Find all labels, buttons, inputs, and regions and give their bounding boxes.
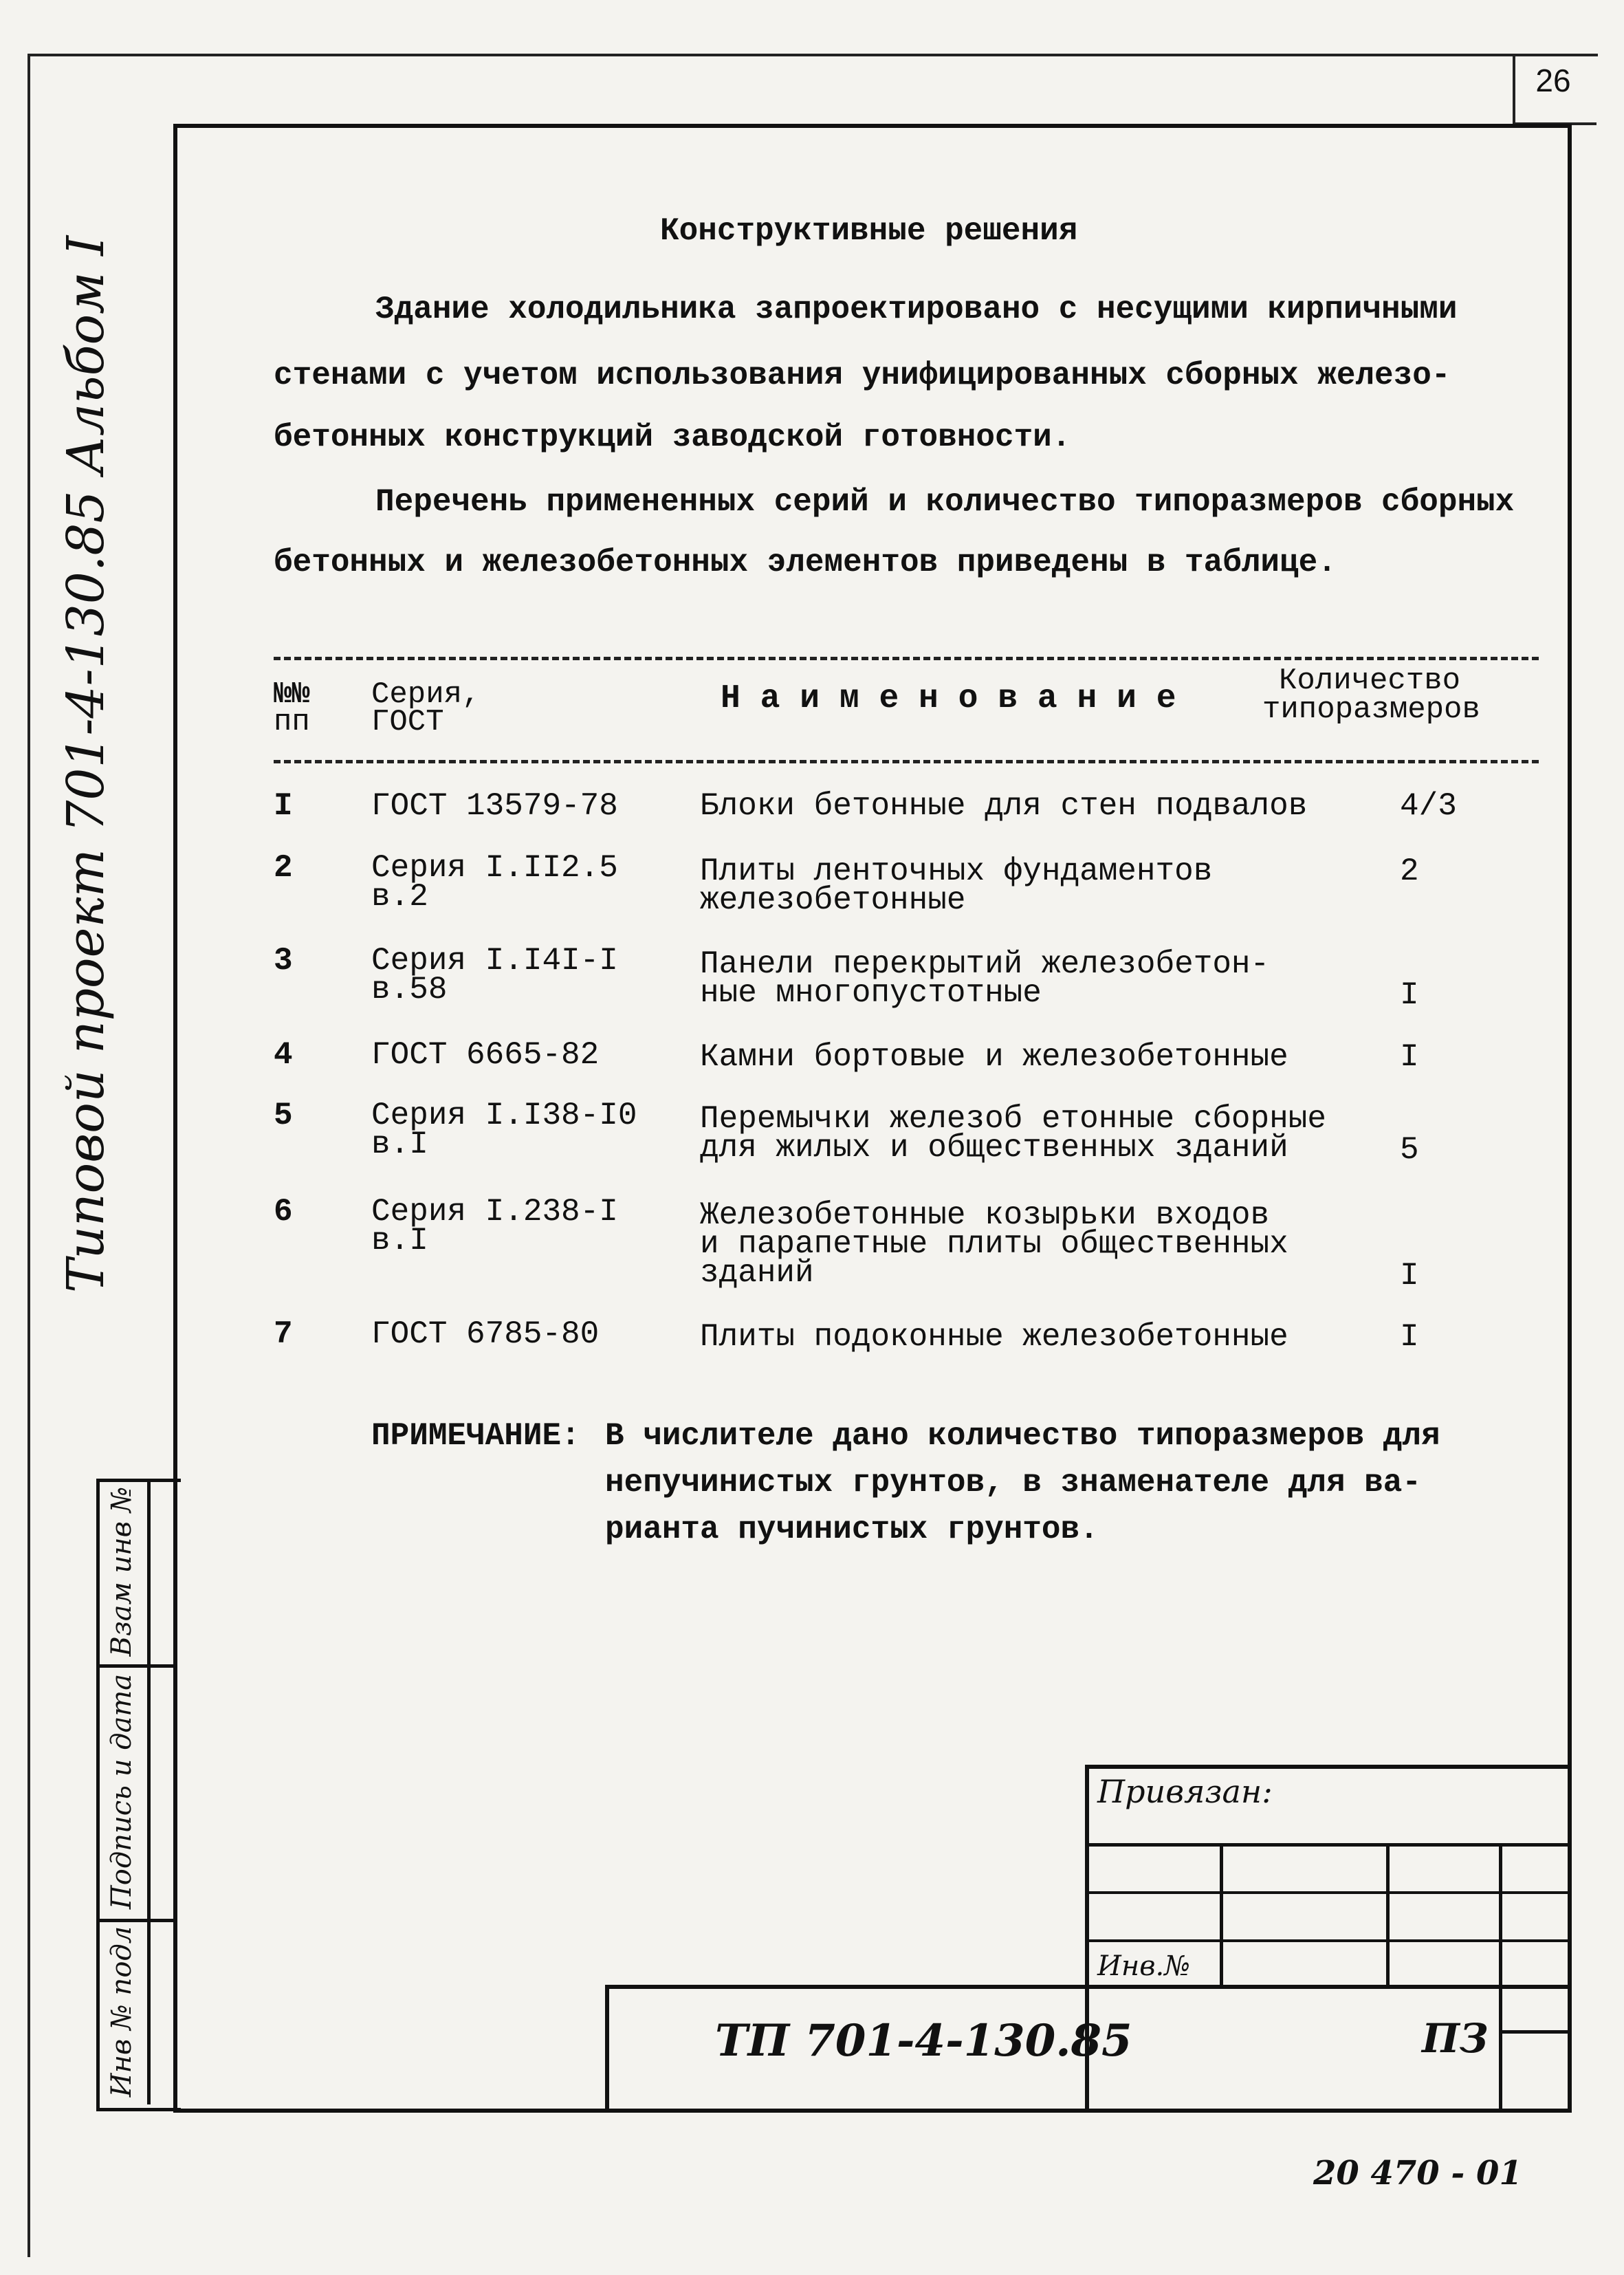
table-cell-name: ные многопустотные <box>700 975 1042 1011</box>
sheet-code: ПЗ <box>1422 2015 1489 2062</box>
note-label: ПРИМЕЧАНИЕ: <box>371 1418 580 1454</box>
header-name: Н а и м е н о в а н и е <box>721 680 1176 717</box>
header-num-2: пп <box>274 705 310 739</box>
table-cell-num: 7 <box>274 1316 293 1352</box>
note-line: рианта пучинистых грунтов. <box>605 1512 1099 1547</box>
table-cell-qty: I <box>1400 1319 1419 1355</box>
table-cell-series: в.I <box>371 1223 428 1259</box>
header-qty-1: Количество <box>1279 664 1461 698</box>
table-cell-qty: I <box>1400 1258 1419 1294</box>
paragraph-line: Перечень примененных серий и количество типоразмеров сборных <box>375 484 1515 520</box>
table-cell-series: в.58 <box>371 972 448 1008</box>
strip-label-replace: Взам инв № <box>106 1486 138 1657</box>
header-num-1: №№ <box>274 677 310 712</box>
note-line: непучинистых грунтов, в знаменателе для ва- <box>605 1465 1421 1501</box>
paragraph-line: стенами с учетом использования унифицированных сборных железо- <box>274 358 1451 393</box>
table-cell-series: ГОСТ 6785-80 <box>371 1316 600 1352</box>
table-top-rule <box>274 657 1539 660</box>
table-cell-name: железобетонные <box>700 882 966 918</box>
strip-label-inv: Инв № подл <box>106 1926 138 2098</box>
inv-label: Инв.№ <box>1097 1950 1191 1982</box>
table-cell-name: зданий <box>700 1255 814 1291</box>
archive-code: 20 470 - 01 <box>1313 2154 1522 2192</box>
header-qty-2: типоразмеров <box>1262 693 1480 727</box>
table-cell-qty: I <box>1400 977 1419 1013</box>
table-cell-num: 5 <box>274 1098 293 1133</box>
table-cell-series: Серия I.238-I <box>371 1194 618 1230</box>
strip-divider <box>96 1919 177 1922</box>
table-cell-qty: 2 <box>1400 853 1419 889</box>
table-cell-series: Серия I.II2.5 <box>371 850 618 886</box>
side-title: Типовой проект 701-4-130.85 Альбом I <box>56 235 116 1293</box>
table-cell-qty: 5 <box>1400 1132 1419 1168</box>
paragraph-line: бетонных конструкций заводской готовности. <box>274 420 1071 455</box>
table-cell-series: Серия I.I38-I0 <box>371 1098 637 1133</box>
table-cell-name: Перемычки железоб етонные сборные <box>700 1101 1326 1137</box>
table-cell-name: и парапетные плиты общественных <box>700 1226 1288 1262</box>
section-heading: Конструктивные решения <box>660 213 1078 249</box>
table-cell-name: Железобетонные козырьки входов <box>700 1197 1270 1233</box>
strip-label-signature: Подпись и дата <box>106 1673 138 1910</box>
note-line: В числителе дано количество типоразмеров для <box>605 1418 1440 1454</box>
designation: ТП 701-4-130.85 <box>715 2015 1132 2067</box>
table-cell-name: Камни бортовые и железобетонные <box>700 1039 1288 1075</box>
table-cell-series: в.2 <box>371 879 428 915</box>
table-cell-num: I <box>274 788 293 824</box>
table-cell-name: Блоки бетонные для стен подвалов <box>700 788 1308 824</box>
attached-label: Привязан: <box>1097 1773 1273 1810</box>
table-cell-series: Серия I.I4I-I <box>371 943 618 979</box>
table-cell-num: 4 <box>274 1037 293 1073</box>
table-header-rule <box>274 760 1539 763</box>
table-cell-series: ГОСТ 6665-82 <box>371 1037 600 1073</box>
table-cell-name: Плиты подоконные железобетонные <box>700 1319 1288 1355</box>
table-cell-num: 2 <box>274 850 293 886</box>
table-cell-num: 3 <box>274 943 293 979</box>
header-series-1: Серия, <box>371 677 481 712</box>
table-cell-qty: 4/3 <box>1400 788 1457 824</box>
table-cell-series: в.I <box>371 1126 428 1162</box>
table-cell-name: для жилых и общественных зданий <box>700 1130 1288 1166</box>
table-cell-num: 6 <box>274 1194 293 1230</box>
paragraph-line: Здание холодильника запроектировано с несущими кирпичными <box>375 292 1458 327</box>
table-cell-series: ГОСТ 13579-78 <box>371 788 618 824</box>
header-series-2: ГОСТ <box>371 705 444 739</box>
paragraph-line: бетонных и железобетонных элементов приведены в таблице. <box>274 545 1337 580</box>
page-number: 26 <box>1535 63 1571 98</box>
table-cell-qty: I <box>1400 1039 1419 1075</box>
table-cell-name: Плиты ленточных фундаментов <box>700 853 1213 889</box>
table-cell-name: Панели перекрытий железобетон- <box>700 946 1270 982</box>
